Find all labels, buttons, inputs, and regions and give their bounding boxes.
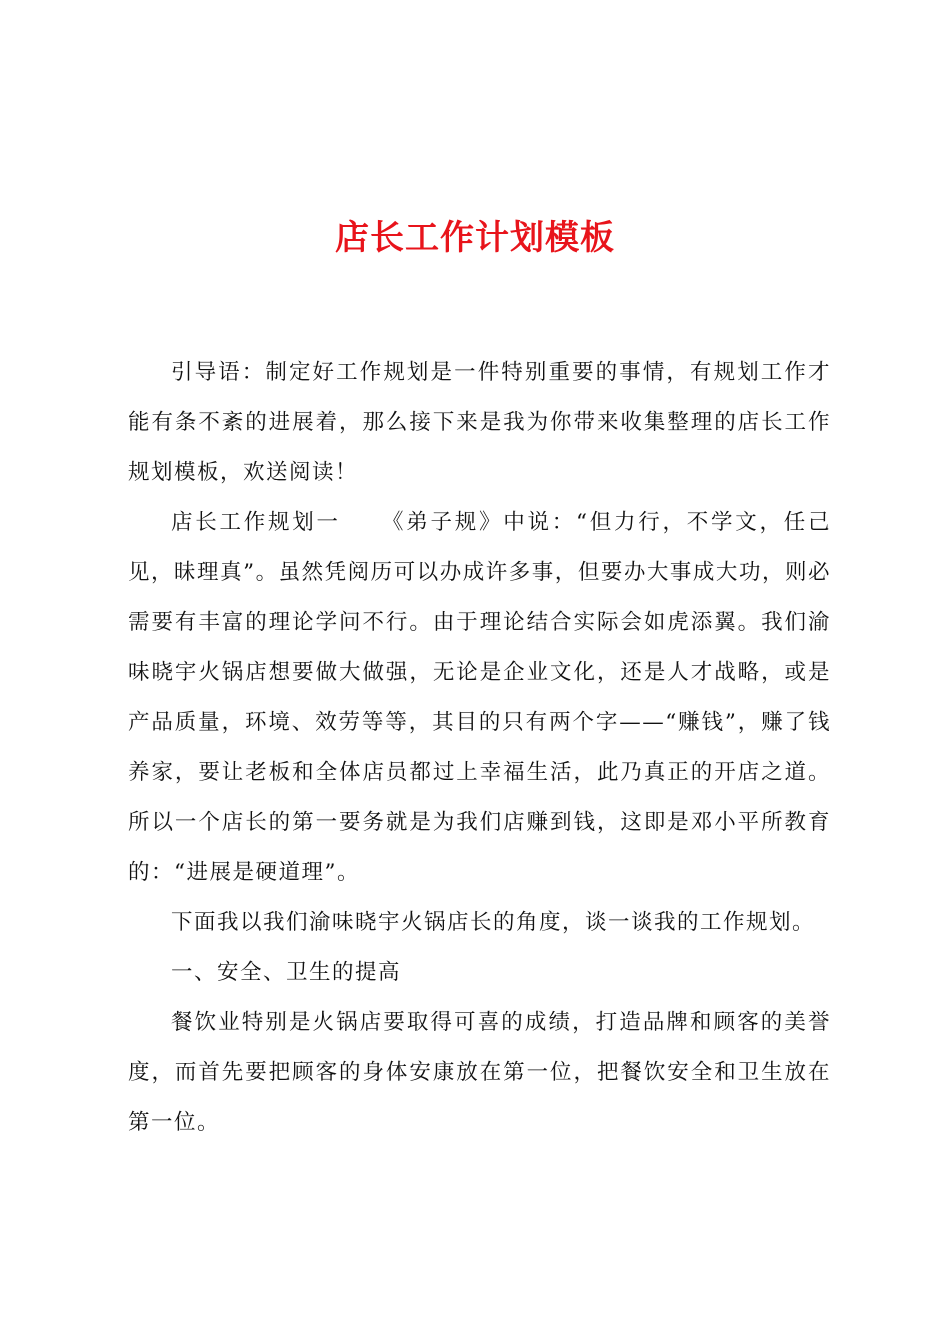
intro-paragraph: 引导语：制定好工作规划是一件特别重要的事情，有规划工作才能有条不紊的进展着，那么接下来是我为你带来收集整理的店长工作规划模板，欢送阅读！ [128, 360, 831, 485]
document-body [128, 348, 831, 1148]
section-one-paragraph: 餐饮业特别是火锅店要取得可喜的成绩，打造品牌和顾客的美誉度，而首先要把顾客的身体安康放在第一位，把餐饮安全和卫生放在第一位。 [128, 1010, 831, 1135]
perspective-paragraph: 下面我以我们渝味晓宇火锅店长的角度，谈一谈我的工作规划。 [171, 910, 816, 935]
plan-one-body: 《弟子规》中说：“但力行，不学文，任己见，昧理真”。虽然凭阅历可以办成许多事，但要办大事成大功，则必需要有丰富的理论学问不行。由于理论结合实际会如虎添翼。我们渝味晓宇火锅店想要做大做强，无论是企业文化，还是人才战略，或是产品质量，环境、效劳等等，其目的只有两个字——“赚钱”，赚了钱养家，要让老板和全体店员都过上幸福生活，此乃真正的开店之道。所以一个店长的第一要务就是为我们店赚到钱，这即是邓小平所教育的：“进展是硬道理”。 [128, 510, 831, 885]
section-one-heading: 一、安全、卫生的提高 [171, 960, 402, 985]
document-title: 店长工作计划模板 [335, 218, 615, 258]
plan-one-paragraph [128, 498, 831, 898]
plan-one-label: 店长工作规划一 [171, 510, 341, 535]
